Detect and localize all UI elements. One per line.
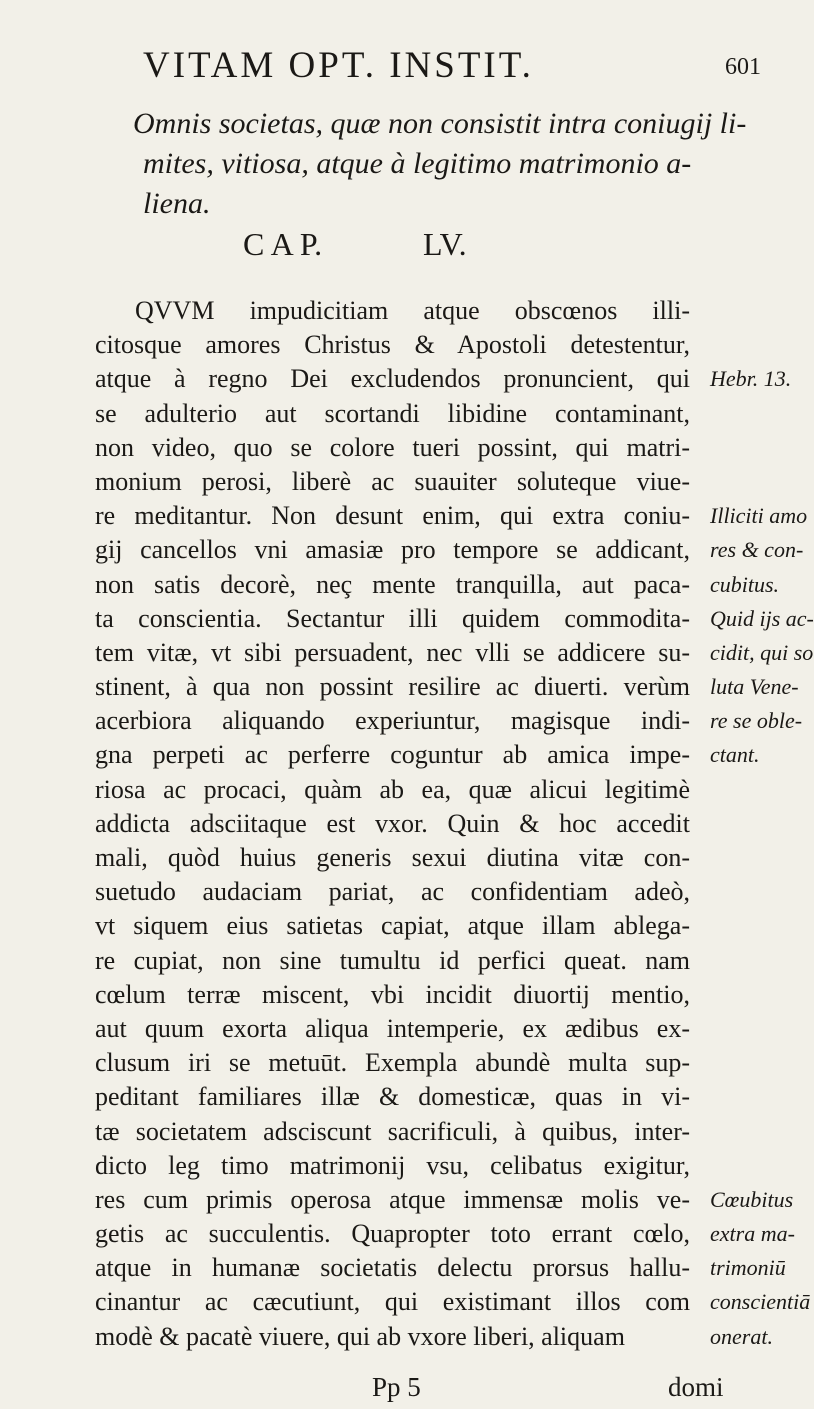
chapter-heading	[0, 226, 800, 270]
page-number: 601	[725, 54, 761, 80]
summary-line: Omnis societas, quæ non consistit intra coniugij li-	[133, 107, 747, 140]
text-line: atque in humanæ societatis delectu prorsus hallu-	[95, 1253, 690, 1283]
chapter-label: C A P.	[243, 226, 323, 262]
text-line: gij cancellos vni amasiæ pro tempore se addicant,	[95, 535, 690, 565]
text-line: addicta adsciitaque est vxor. Quin & hoc accedit	[95, 808, 690, 838]
text-line: non video, quo se colore tueri possint, qui matri-	[95, 432, 690, 462]
text-line: se adulterio aut scortandi libidine contaminant,	[95, 398, 690, 428]
text-line: aut quum exorta aliqua intemperie, ex ædibus ex-	[95, 1013, 690, 1043]
margin-note	[710, 397, 800, 431]
catchword: domi	[668, 1372, 724, 1402]
text-line: re cupiat, non sine tumultu id perfici queat. nam	[95, 945, 690, 975]
chapter-number: LV.	[423, 226, 467, 262]
margin-note: cubitus.	[710, 571, 780, 597]
margin-note	[710, 773, 800, 807]
running-head	[0, 44, 800, 86]
margin-note: Illiciti amo	[710, 503, 808, 529]
margin-note: cidit, qui so	[710, 639, 814, 665]
margin-note	[710, 1012, 800, 1046]
margin-note	[710, 328, 800, 362]
margin-note	[710, 294, 800, 328]
text-line: suetudo audaciam pariat, ac confidentiam adeò,	[95, 877, 690, 907]
margin-note	[710, 465, 800, 499]
summary-line: mites, vitiosa, atque à legitimo matrimonio a-	[143, 147, 692, 180]
margin-note: Cœubitus	[710, 1186, 794, 1212]
margin-note: ctant.	[710, 742, 760, 768]
text-line: mali, quòd huius generis sexui diutina vitæ con-	[95, 843, 690, 872]
text-line: vt siquem eius satietas capiat, atque illam ablega-	[95, 911, 690, 941]
text-line: cœlum terræ miscent, vbi incidit diuortij mentio,	[95, 979, 690, 1009]
chapter-summary	[133, 104, 747, 224]
text-line: citosque amores Christus & Apostoli detestentur,	[95, 330, 690, 360]
signature-mark: Pp 5	[372, 1372, 421, 1402]
text-line: tem vitæ, vt sibi persuadent, nec vlli se addicere su-	[95, 637, 690, 667]
margin-note: onerat.	[710, 1323, 773, 1349]
margin-note: Quid ijs ac-	[710, 605, 814, 631]
margin-note-scripture-reference: Hebr. 13.	[710, 366, 792, 392]
margin-note: conscientiā	[710, 1289, 811, 1315]
margin-note	[710, 978, 800, 1012]
margin-note	[710, 1080, 800, 1114]
body-text	[95, 294, 690, 1354]
margin-note: trimoniū	[710, 1255, 786, 1281]
margin-note	[710, 431, 800, 465]
text-line: re meditantur. Non desunt enim, qui extra coniu-	[95, 501, 690, 531]
text-line: atque à regno Dei excludendos pronuncient, qui	[95, 364, 690, 394]
text-line: acerbiora aliquando experiuntur, magisque indi-	[95, 706, 690, 736]
text-line: cinantur ac cæcutiunt, qui existimant illos com	[95, 1287, 690, 1317]
margin-note	[710, 944, 800, 978]
text-line: getis ac succulentis. Quapropter toto errant cœlo,	[95, 1219, 690, 1249]
text-line: gna perpeti ac perferre coguntur ab amica impe-	[95, 740, 690, 770]
text-line: dicto leg timo matrimonij vsu, celibatus exigitur,	[95, 1150, 690, 1180]
text-line: peditant familiares illæ & domesticæ, quas in vi-	[95, 1082, 690, 1112]
text-line: riosa ac procaci, quàm ab ea, quæ alicui legitimè	[95, 774, 690, 804]
text-line: clusum iri se metuūt. Exempla abundè multa sup-	[95, 1048, 690, 1078]
summary-line: liena.	[143, 187, 211, 220]
margin-note	[710, 841, 800, 875]
text-line: modè & pacatè viuere, qui ab vxore liberi, aliquam	[95, 1321, 625, 1351]
text-line: QVVM impudicitiam atque obscœnos illi-	[135, 296, 690, 325]
text-line: ta conscientia. Sectantur illi quidem commodita-	[95, 603, 690, 633]
margin-note	[710, 1115, 800, 1149]
margin-note: extra ma-	[710, 1221, 795, 1247]
text-line: res cum primis operosa atque immensæ molis ve-	[95, 1184, 690, 1214]
margin-note	[710, 875, 800, 909]
margin-note: re se oble-	[710, 708, 803, 734]
margin-note: res & con-	[710, 537, 804, 563]
margin-note: luta Vene-	[710, 674, 799, 700]
margin-note	[710, 807, 800, 841]
text-line: stinent, à qua non possint resilire ac diuerti. verùm	[95, 672, 690, 702]
running-head-title: VITAM OPT. INSTIT.	[143, 45, 534, 86]
text-line: non satis decorè, neç mente tranquilla, aut paca-	[95, 569, 690, 599]
margin-notes	[710, 294, 814, 1354]
margin-note	[710, 909, 800, 943]
margin-note	[710, 1046, 800, 1080]
catchline	[0, 1372, 800, 1406]
text-line: tæ societatem adsciscunt sacrificuli, à quibus, inter-	[95, 1116, 690, 1146]
margin-note	[710, 1149, 800, 1183]
text-line: monium perosi, liberè ac suauiter soluteque viue-	[95, 466, 690, 496]
